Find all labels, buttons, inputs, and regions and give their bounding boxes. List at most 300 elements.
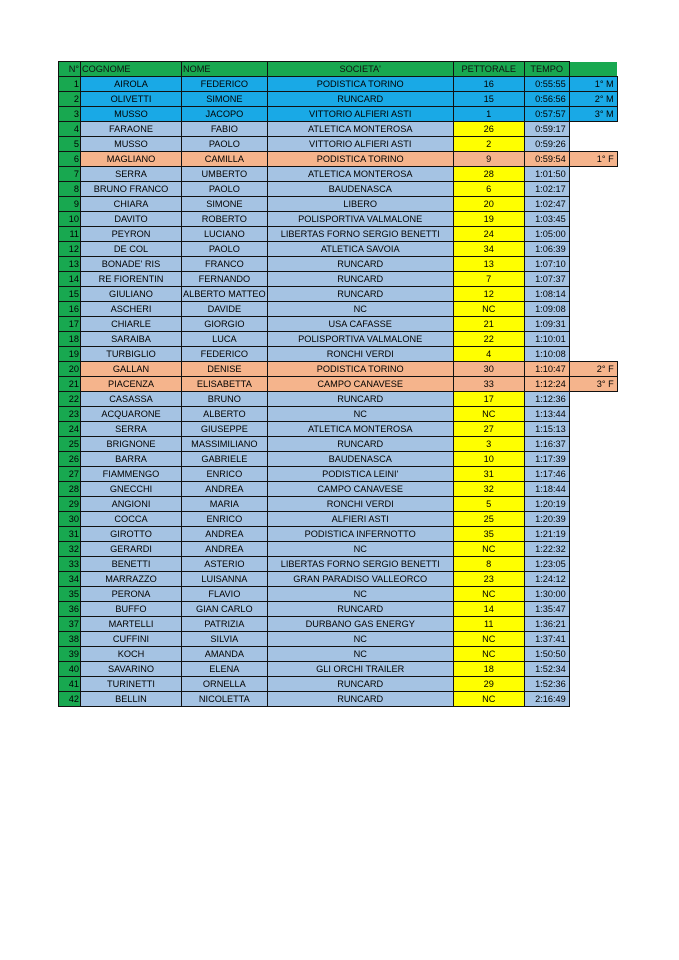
nome-cell: FERNANDO <box>182 272 268 287</box>
tempo-cell: 0:57:57 <box>524 107 569 122</box>
pettorale-cell: 18 <box>453 662 524 677</box>
table-row <box>59 377 618 392</box>
pettorale-cell: 7 <box>453 272 524 287</box>
nome-cell: PATRIZIA <box>182 617 268 632</box>
pettorale-cell: NC <box>453 542 524 557</box>
cognome-cell: SAVARINO <box>81 662 182 677</box>
nome-cell: ANDREA <box>182 527 268 542</box>
row-number-cell: 24 <box>59 422 81 437</box>
cognome-cell: PERONA <box>81 587 182 602</box>
cognome-cell: BARRA <box>81 452 182 467</box>
cognome-cell: KOCH <box>81 647 182 662</box>
cognome-cell: FARAONE <box>81 122 182 137</box>
societa-cell: ALFIERI ASTI <box>267 512 453 527</box>
pettorale-cell: 34 <box>453 242 524 257</box>
cognome-cell: DAVITO <box>81 212 182 227</box>
table-row <box>59 362 618 377</box>
podium-empty <box>569 317 617 332</box>
row-number-cell: 41 <box>59 677 81 692</box>
pettorale-cell: 4 <box>453 347 524 362</box>
row-number-cell: 39 <box>59 647 81 662</box>
tempo-cell: 1:02:17 <box>524 182 569 197</box>
societa-cell: PODISTICA INFERNOTTO <box>267 527 453 542</box>
row-number-cell: 38 <box>59 632 81 647</box>
societa-cell: PODISTICA TORINO <box>267 152 453 167</box>
pettorale-cell: 12 <box>453 287 524 302</box>
nome-cell: SIMONE <box>182 197 268 212</box>
pettorale-cell: NC <box>453 632 524 647</box>
cognome-cell: GIROTTO <box>81 527 182 542</box>
cognome-cell: FIAMMENGO <box>81 467 182 482</box>
cognome-cell: SERRA <box>81 422 182 437</box>
podium-cell: 1° M <box>569 77 617 92</box>
societa-cell: USA CAFASSE <box>267 317 453 332</box>
row-number-cell: 19 <box>59 347 81 362</box>
row-number-cell: 5 <box>59 137 81 152</box>
header-nome: NOME <box>182 62 268 77</box>
table-row <box>59 587 618 602</box>
row-number-cell: 17 <box>59 317 81 332</box>
societa-cell: PODISTICA TORINO <box>267 77 453 92</box>
table-row <box>59 452 618 467</box>
table-row <box>59 392 618 407</box>
nome-cell: JACOPO <box>182 107 268 122</box>
row-number-cell: 10 <box>59 212 81 227</box>
societa-cell: GRAN PARADISO VALLEORCO <box>267 572 453 587</box>
row-number-cell: 34 <box>59 572 81 587</box>
pettorale-cell: 6 <box>453 182 524 197</box>
nome-cell: FEDERICO <box>182 77 268 92</box>
nome-cell: ASTERIO <box>182 557 268 572</box>
nome-cell: DAVIDE <box>182 302 268 317</box>
row-number-cell: 14 <box>59 272 81 287</box>
podium-empty <box>569 302 617 317</box>
podium-empty <box>569 632 617 647</box>
table-row <box>59 497 618 512</box>
cognome-cell: CUFFINI <box>81 632 182 647</box>
podium-cell: 2° M <box>569 92 617 107</box>
podium-empty <box>569 242 617 257</box>
tempo-cell: 1:18:44 <box>524 482 569 497</box>
pettorale-cell: 32 <box>453 482 524 497</box>
podium-empty <box>569 482 617 497</box>
tempo-cell: 1:37:41 <box>524 632 569 647</box>
podium-empty <box>569 347 617 362</box>
pettorale-cell: 35 <box>453 527 524 542</box>
pettorale-cell: 25 <box>453 512 524 527</box>
podium-empty <box>569 167 617 182</box>
societa-cell: NC <box>267 407 453 422</box>
tempo-cell: 1:01:50 <box>524 167 569 182</box>
podium-empty <box>569 467 617 482</box>
nome-cell: GABRIELE <box>182 452 268 467</box>
pettorale-cell: 2 <box>453 137 524 152</box>
nome-cell: PAOLO <box>182 182 268 197</box>
cognome-cell: OLIVETTI <box>81 92 182 107</box>
table-row <box>59 407 618 422</box>
table-row <box>59 122 618 137</box>
cognome-cell: MUSSO <box>81 137 182 152</box>
pettorale-cell: 24 <box>453 227 524 242</box>
nome-cell: GIUSEPPE <box>182 422 268 437</box>
pettorale-cell: NC <box>453 587 524 602</box>
cognome-cell: AIROLA <box>81 77 182 92</box>
tempo-cell: 1:16:37 <box>524 437 569 452</box>
tempo-cell: 1:20:39 <box>524 512 569 527</box>
row-number-cell: 13 <box>59 257 81 272</box>
row-number-cell: 7 <box>59 167 81 182</box>
societa-cell: ATLETICA MONTEROSA <box>267 122 453 137</box>
societa-cell: RONCHI VERDI <box>267 347 453 362</box>
row-number-cell: 6 <box>59 152 81 167</box>
row-number-cell: 4 <box>59 122 81 137</box>
societa-cell: RUNCARD <box>267 257 453 272</box>
nome-cell: FEDERICO <box>182 347 268 362</box>
podium-cell: 3° M <box>569 107 617 122</box>
pettorale-cell: 29 <box>453 677 524 692</box>
pettorale-cell: 9 <box>453 152 524 167</box>
tempo-cell: 1:30:00 <box>524 587 569 602</box>
pettorale-cell: 16 <box>453 77 524 92</box>
pettorale-cell: 33 <box>453 377 524 392</box>
nome-cell: GIAN CARLO <box>182 602 268 617</box>
row-number-cell: 33 <box>59 557 81 572</box>
nome-cell: CAMILLA <box>182 152 268 167</box>
nome-cell: UMBERTO <box>182 167 268 182</box>
cognome-cell: MUSSO <box>81 107 182 122</box>
podium-empty <box>569 437 617 452</box>
cognome-cell: BRIGNONE <box>81 437 182 452</box>
row-number-cell: 22 <box>59 392 81 407</box>
table-row <box>59 662 618 677</box>
podium-cell: 3° F <box>569 377 617 392</box>
header-tempo: TEMPO <box>524 62 569 77</box>
row-number-cell: 20 <box>59 362 81 377</box>
results-body <box>59 77 618 707</box>
table-row <box>59 272 618 287</box>
tempo-cell: 1:17:46 <box>524 467 569 482</box>
societa-cell: RUNCARD <box>267 602 453 617</box>
societa-cell: PODISTICA LEINI' <box>267 467 453 482</box>
podium-empty <box>569 527 617 542</box>
tempo-cell: 0:59:17 <box>524 122 569 137</box>
nome-cell: ALBERTO <box>182 407 268 422</box>
pettorale-cell: 8 <box>453 557 524 572</box>
tempo-cell: 1:12:36 <box>524 392 569 407</box>
societa-cell: GLI ORCHI TRAILER <box>267 662 453 677</box>
nome-cell: ANDREA <box>182 542 268 557</box>
cognome-cell: GIULIANO <box>81 287 182 302</box>
societa-cell: NC <box>267 647 453 662</box>
tempo-cell: 1:10:01 <box>524 332 569 347</box>
societa-cell: VITTORIO ALFIERI ASTI <box>267 107 453 122</box>
row-number-cell: 30 <box>59 512 81 527</box>
table-row <box>59 182 618 197</box>
nome-cell: AMANDA <box>182 647 268 662</box>
table-row <box>59 692 618 707</box>
pettorale-cell: 19 <box>453 212 524 227</box>
pettorale-cell: 20 <box>453 197 524 212</box>
podium-empty <box>569 407 617 422</box>
tempo-cell: 1:15:13 <box>524 422 569 437</box>
podium-empty <box>569 572 617 587</box>
tempo-cell: 0:59:26 <box>524 137 569 152</box>
tempo-cell: 1:20:19 <box>524 497 569 512</box>
nome-cell: FLAVIO <box>182 587 268 602</box>
table-row <box>59 227 618 242</box>
table-row <box>59 332 618 347</box>
nome-cell: NICOLETTA <box>182 692 268 707</box>
podium-empty <box>569 542 617 557</box>
table-row <box>59 557 618 572</box>
podium-empty <box>569 692 617 707</box>
nome-cell: PAOLO <box>182 137 268 152</box>
tempo-cell: 1:23:05 <box>524 557 569 572</box>
table-row <box>59 257 618 272</box>
nome-cell: PAOLO <box>182 242 268 257</box>
cognome-cell: ASCHERI <box>81 302 182 317</box>
tempo-cell: 1:07:10 <box>524 257 569 272</box>
cognome-cell: TURBIGLIO <box>81 347 182 362</box>
nome-cell: MASSIMILIANO <box>182 437 268 452</box>
table-row <box>59 602 618 617</box>
societa-cell: ATLETICA SAVOIA <box>267 242 453 257</box>
podium-empty <box>569 287 617 302</box>
societa-cell: POLISPORTIVA VALMALONE <box>267 212 453 227</box>
nome-cell: ENRICO <box>182 467 268 482</box>
table-row <box>59 632 618 647</box>
cognome-cell: BRUNO FRANCO <box>81 182 182 197</box>
table-row <box>59 77 618 92</box>
table-row <box>59 212 618 227</box>
societa-cell: LIBERTAS FORNO SERGIO BENETTI <box>267 227 453 242</box>
table-row <box>59 437 618 452</box>
table-row <box>59 347 618 362</box>
cognome-cell: TURINETTI <box>81 677 182 692</box>
cognome-cell: ANGIONI <box>81 497 182 512</box>
nome-cell: LUCIANO <box>182 227 268 242</box>
row-number-cell: 25 <box>59 437 81 452</box>
tempo-cell: 1:13:44 <box>524 407 569 422</box>
societa-cell: LIBERO <box>267 197 453 212</box>
nome-cell: ORNELLA <box>182 677 268 692</box>
nome-cell: MARIA <box>182 497 268 512</box>
table-row <box>59 317 618 332</box>
podium-empty <box>569 272 617 287</box>
podium-empty <box>569 677 617 692</box>
societa-cell: RUNCARD <box>267 677 453 692</box>
tempo-cell: 1:36:21 <box>524 617 569 632</box>
podium-empty <box>569 212 617 227</box>
podium-empty <box>569 587 617 602</box>
nome-cell: BRUNO <box>182 392 268 407</box>
table-row <box>59 467 618 482</box>
nome-cell: ELENA <box>182 662 268 677</box>
tempo-cell: 1:09:08 <box>524 302 569 317</box>
societa-cell: RUNCARD <box>267 92 453 107</box>
pettorale-cell: 27 <box>453 422 524 437</box>
table-row <box>59 287 618 302</box>
pettorale-cell: 31 <box>453 467 524 482</box>
tempo-cell: 1:22:32 <box>524 542 569 557</box>
table-row <box>59 617 618 632</box>
podium-empty <box>569 182 617 197</box>
podium-empty <box>569 422 617 437</box>
cognome-cell: PIACENZA <box>81 377 182 392</box>
row-number-cell: 40 <box>59 662 81 677</box>
societa-cell: BAUDENASCA <box>267 452 453 467</box>
societa-cell: PODISTICA TORINO <box>267 362 453 377</box>
podium-empty <box>569 257 617 272</box>
cognome-cell: BELLIN <box>81 692 182 707</box>
cognome-cell: BENETTI <box>81 557 182 572</box>
societa-cell: ATLETICA MONTEROSA <box>267 422 453 437</box>
pettorale-cell: 11 <box>453 617 524 632</box>
tempo-cell: 2:16:49 <box>524 692 569 707</box>
podium-empty <box>569 602 617 617</box>
societa-cell: POLISPORTIVA VALMALONE <box>267 332 453 347</box>
tempo-cell: 1:07:37 <box>524 272 569 287</box>
row-number-cell: 8 <box>59 182 81 197</box>
societa-cell: BAUDENASCA <box>267 182 453 197</box>
cognome-cell: GALLAN <box>81 362 182 377</box>
societa-cell: RUNCARD <box>267 287 453 302</box>
tempo-cell: 0:55:55 <box>524 77 569 92</box>
table-row <box>59 152 618 167</box>
tempo-cell: 1:03:45 <box>524 212 569 227</box>
societa-cell: NC <box>267 302 453 317</box>
header-pettorale: PETTORALE <box>453 62 524 77</box>
row-number-cell: 1 <box>59 77 81 92</box>
header-num: N° <box>59 62 81 77</box>
table-row <box>59 242 618 257</box>
societa-cell: RUNCARD <box>267 692 453 707</box>
podium-empty <box>569 512 617 527</box>
societa-cell: CAMPO CANAVESE <box>267 377 453 392</box>
tempo-cell: 1:21:19 <box>524 527 569 542</box>
row-number-cell: 23 <box>59 407 81 422</box>
podium-empty <box>569 197 617 212</box>
podium-empty <box>569 452 617 467</box>
pettorale-cell: 17 <box>453 392 524 407</box>
tempo-cell: 1:05:00 <box>524 227 569 242</box>
podium-empty <box>569 137 617 152</box>
cognome-cell: PEYRON <box>81 227 182 242</box>
row-number-cell: 32 <box>59 542 81 557</box>
pettorale-cell: NC <box>453 692 524 707</box>
cognome-cell: SERRA <box>81 167 182 182</box>
cognome-cell: CHIARA <box>81 197 182 212</box>
societa-cell: RUNCARD <box>267 392 453 407</box>
pettorale-cell: 3 <box>453 437 524 452</box>
table-row <box>59 542 618 557</box>
societa-cell: DURBANO GAS ENERGY <box>267 617 453 632</box>
pettorale-cell: 28 <box>453 167 524 182</box>
podium-cell: 2° F <box>569 362 617 377</box>
tempo-cell: 1:02:47 <box>524 197 569 212</box>
cognome-cell: GNECCHI <box>81 482 182 497</box>
tempo-cell: 0:59:54 <box>524 152 569 167</box>
table-row <box>59 482 618 497</box>
podium-empty <box>569 227 617 242</box>
row-number-cell: 2 <box>59 92 81 107</box>
pettorale-cell: NC <box>453 647 524 662</box>
nome-cell: ANDREA <box>182 482 268 497</box>
podium-empty <box>569 557 617 572</box>
cognome-cell: MARRAZZO <box>81 572 182 587</box>
nome-cell: ROBERTO <box>182 212 268 227</box>
table-row <box>59 512 618 527</box>
table-row <box>59 167 618 182</box>
cognome-cell: BONADE' RIS <box>81 257 182 272</box>
table-row <box>59 107 618 122</box>
table-row <box>59 647 618 662</box>
cognome-cell: MARTELLI <box>81 617 182 632</box>
nome-cell: ENRICO <box>182 512 268 527</box>
row-number-cell: 28 <box>59 482 81 497</box>
tempo-cell: 1:50:50 <box>524 647 569 662</box>
row-number-cell: 18 <box>59 332 81 347</box>
pettorale-cell: 15 <box>453 92 524 107</box>
societa-cell: VITTORIO ALFIERI ASTI <box>267 137 453 152</box>
header-cognome: COGNOME <box>81 62 182 77</box>
pettorale-cell: 10 <box>453 452 524 467</box>
tempo-cell: 1:35:47 <box>524 602 569 617</box>
nome-cell: SILVIA <box>182 632 268 647</box>
societa-cell: NC <box>267 587 453 602</box>
tempo-cell: 1:08:14 <box>524 287 569 302</box>
cognome-cell: SARAIBA <box>81 332 182 347</box>
pettorale-cell: 1 <box>453 107 524 122</box>
nome-cell: GIORGIO <box>182 317 268 332</box>
tempo-cell: 1:12:24 <box>524 377 569 392</box>
societa-cell: ATLETICA MONTEROSA <box>267 167 453 182</box>
row-number-cell: 11 <box>59 227 81 242</box>
nome-cell: FRANCO <box>182 257 268 272</box>
cognome-cell: CHIARLE <box>81 317 182 332</box>
societa-cell: LIBERTAS FORNO SERGIO BENETTI <box>267 557 453 572</box>
row-number-cell: 21 <box>59 377 81 392</box>
podium-cell: 1° F <box>569 152 617 167</box>
podium-empty <box>569 392 617 407</box>
cognome-cell: BUFFO <box>81 602 182 617</box>
row-number-cell: 12 <box>59 242 81 257</box>
row-number-cell: 16 <box>59 302 81 317</box>
row-number-cell: 35 <box>59 587 81 602</box>
tempo-cell: 1:17:39 <box>524 452 569 467</box>
cognome-cell: MAGLIANO <box>81 152 182 167</box>
pettorale-cell: 23 <box>453 572 524 587</box>
row-number-cell: 42 <box>59 692 81 707</box>
societa-cell: RUNCARD <box>267 437 453 452</box>
podium-empty <box>569 332 617 347</box>
podium-empty <box>569 647 617 662</box>
tempo-cell: 1:06:39 <box>524 242 569 257</box>
societa-cell: CAMPO CANAVESE <box>267 482 453 497</box>
row-number-cell: 29 <box>59 497 81 512</box>
cognome-cell: ACQUARONE <box>81 407 182 422</box>
pettorale-cell: 21 <box>453 317 524 332</box>
pettorale-cell: 14 <box>453 602 524 617</box>
row-number-cell: 26 <box>59 452 81 467</box>
row-number-cell: 9 <box>59 197 81 212</box>
pettorale-cell: NC <box>453 302 524 317</box>
table-row <box>59 677 618 692</box>
table-row <box>59 527 618 542</box>
nome-cell: DENISE <box>182 362 268 377</box>
cognome-cell: DE COL <box>81 242 182 257</box>
tempo-cell: 1:09:31 <box>524 317 569 332</box>
